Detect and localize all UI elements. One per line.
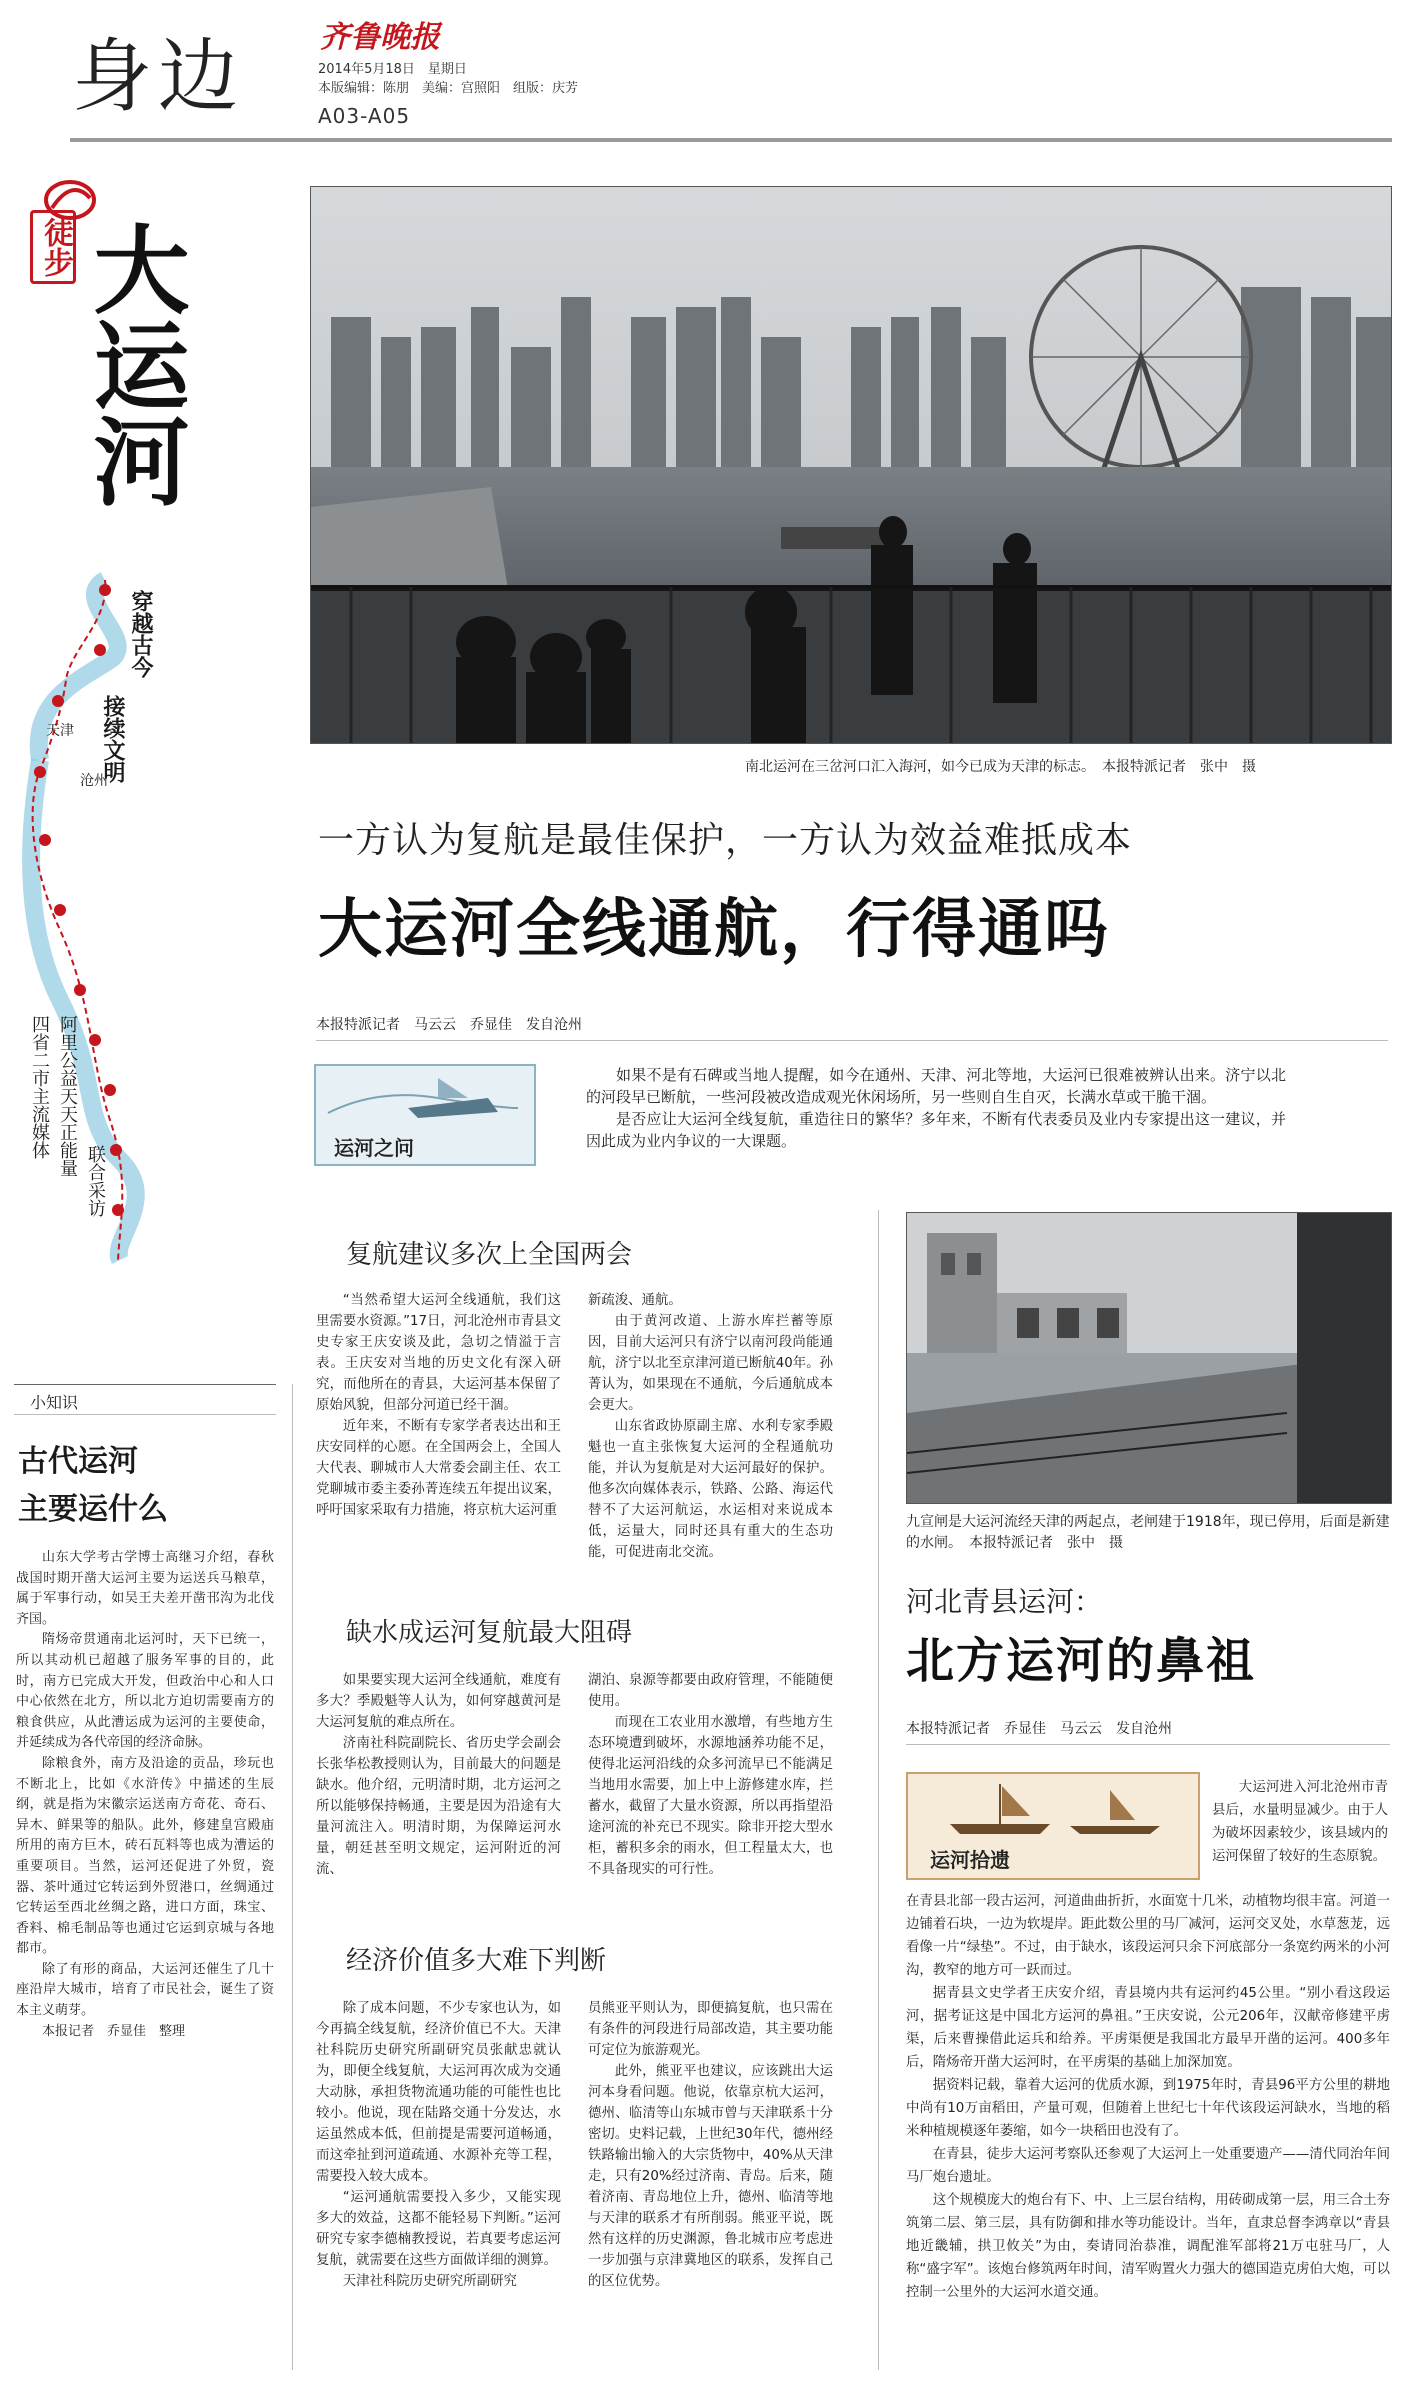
section-heading: 缺水成运河复航最大阻碍 xyxy=(346,1618,633,1648)
section1-col2 xyxy=(588,1290,833,1563)
badge-label: 运河拾遗 xyxy=(930,1848,1010,1872)
section2-col1 xyxy=(316,1670,561,1880)
paragraph: 近年来，不断有专家学者表达出和王庆安同样的心愿。在全国两会上，全国人大代表、聊城市人大常委会副主任、农工党聊城市委主委孙菁连续五年提出议案，呼吁国家采取有力措施，将京杭大运河重 xyxy=(316,1419,561,1518)
main-byline: 本报特派记者 马云云 乔显佳 发自沧州 xyxy=(316,1017,582,1033)
paragraph: 而现在工农业用水激增，有些地方生态环境遭到破坏，水源地涵养功能不足，使得北运河沿线的众多河流早已不能满足当地用水需要，加上中上游修建水库，拦蓄水，截留了大量水资源，所以再指望沿途河流的补充已不现实。除非开挖大型水柜，蓄积多余的雨水，但工程量太大，也不具备现实的可行性。 xyxy=(588,1715,833,1877)
sidebar-body xyxy=(16,1548,274,2042)
main-subtitle: 一方认为复航是最佳保护，一方认为效益难抵成本 xyxy=(318,820,1133,861)
paragraph: “运河通航需要投入多少，又能实现多大的效益，这都不能轻易下判断。”运河研究专家李德楠教授说，若真要考虑运河复航，就需要在这些方面做详细的测算。 xyxy=(316,2190,561,2268)
main-photo-caption: 南北运河在三岔河口汇入海河，如今已成为天津的标志。 本报特派记者 张中 摄 xyxy=(745,759,1256,775)
main-headline: 大运河全线通航，行得通吗 xyxy=(318,892,1110,967)
paragraph: 山东省政协原副主席、水利专家季殿魁也一直主张恢复大运河的全程通航功能，并认为复航是对大运河最好的保护。他多次向媒体表示，铁路、公路、海运代替不了大运河航运，水运相对来说成本低，运量大，同时还具有重大的生态功能，可促进南北交流。 xyxy=(588,1419,833,1560)
series-tagline-1: 穿越古今 xyxy=(128,590,154,678)
junk-boat-illustration-icon xyxy=(910,1776,1196,1842)
main-photo-image xyxy=(311,187,1391,743)
sidebar-credit: 本报记者 乔显佳 整理 xyxy=(42,2023,186,2039)
city-label-cangzhou: 沧州 xyxy=(80,773,108,789)
paragraph: 湖泊、泉源等都要由政府管理，不能随便使用。 xyxy=(588,1673,833,1709)
intro-paragraph: 如果不是有石碑或当地人提醒，如今在通州、天津、河北等地，大运河已很难被辨认出来。济宁以北的河段早已断航，一些河段被改造成观光休闲场所，另一些则自生自灭，长满水草或干脆干涸。 xyxy=(586,1066,1286,1106)
paragraph: 在青县北部一段古运河，河道曲曲折折，水面宽十几米，动植物均很丰富。河道一边铺着石块，一边为软堤岸。距此数公里的马厂减河，运河交叉处，水草葱茏，远看像一片“绿垫”。不过，由于缺水，该段运河只余下河底部分一条宽约两米的小河沟，教窄的地方可一跃而过。 xyxy=(906,1894,1390,1978)
paragraph: 新疏浚、通航。 xyxy=(588,1293,682,1308)
sidebar-divider xyxy=(292,1384,293,2370)
date-line: 2014年5月18日 星期日 xyxy=(318,62,467,77)
side-byline-rule xyxy=(906,1744,1390,1745)
section-heading: 经济价值多大难下判断 xyxy=(346,1946,607,1976)
paragraph: 济南社科院副院长、省历史学会副会长张华松教授则认为，目前最大的问题是缺水。他介绍，元明清时期，北方运河之所以能够保持畅通，主要是因为沿途有大量河流注入。明清时期，为保障运河水量，朝廷甚至明文规定，运河附近的河流、 xyxy=(316,1736,561,1877)
series-tag xyxy=(30,210,76,284)
series-tag-text: 徒步 xyxy=(38,217,73,277)
top-rule xyxy=(70,138,1392,142)
side-intro: 大运河进入河北沧州市青县后，水量明显减少。由于人为破坏因素较少，该县域内的运河保留了较好的生态原貌。 xyxy=(1212,1780,1388,1864)
credit-line-2: 阿里公益天天正能量 xyxy=(57,1015,78,1177)
paragraph: 山东大学考古学博士高继习介绍，春秋战国时期开凿大运河主要为运送兵马粮草，属于军事行动，如吴王夫差开凿邗沟为北伐齐国。 xyxy=(16,1550,274,1627)
side-byline: 本报特派记者 乔显佳 马云云 发自沧州 xyxy=(906,1721,1172,1737)
side-subtitle: 河北青县运河： xyxy=(906,1585,1103,1618)
section3-col1 xyxy=(316,1998,561,2292)
side-body xyxy=(906,1890,1390,2304)
series-title: 大运河 xyxy=(78,220,191,508)
paragraph: 这个规模庞大的炮台有下、中、上三层台结构，用砖砌成第一层，用三合土夯筑第二层、第三层，具有防御和排水等功能设计。当年，直隶总督李鸿章以“青县地近畿辅，拱卫攸关”为由，奏请同治恭准，调配淮军部将21万屯驻马厂，人称“盛字军”。该炮台修筑两年时间，清军购置火力强大的德国造克虏伯大炮，可以控制一公里外的大运河水道交通。 xyxy=(906,2193,1390,2300)
paragraph: 由于黄河改道、上游水库拦蓄等原因，目前大运河只有济宁以南河段尚能通航，济宁以北至京津河道已断航40年。孙菁认为，如果现在不通航，今后通航成本会更大。 xyxy=(588,1314,833,1413)
boat-illustration-icon xyxy=(318,1068,532,1128)
main-intro xyxy=(586,1064,1286,1152)
sidebar-label: 小知识 xyxy=(30,1393,79,1412)
paragraph: 天津社科院历史研究所副研究 xyxy=(342,2274,517,2289)
newspaper-logo: 齐鲁晚报 xyxy=(320,20,440,55)
sidebar-label-rule xyxy=(14,1414,276,1415)
column-divider xyxy=(878,1210,879,2370)
badge-label: 运河之问 xyxy=(334,1136,414,1160)
paragraph: 如果要实现大运河全线通航，难度有多大？季殿魁等人认为，如何穿越黄河是大运河复航的难点所在。 xyxy=(316,1673,561,1730)
paragraph: 除了有形的商品，大运河还催生了几十座沿岸大城市，培育了市民社会，诞生了资本主义萌芽。 xyxy=(16,1961,274,2019)
section-heading: 复航建议多次上全国两会 xyxy=(346,1240,633,1270)
series-tagline-2: 接续文明 xyxy=(100,695,126,783)
sidebar-top-rule xyxy=(14,1384,276,1385)
sidebar-title-1: 古代运河 xyxy=(18,1444,138,1479)
byline-rule xyxy=(316,1040,1388,1041)
city-label-tianjin: 天津 xyxy=(46,723,74,739)
paragraph: 隋炀帝贯通南北运河时，天下已统一，所以其动机已超越了服务军事的目的，此时，南方已完成大开发，但政治中心和人口中心依然在北方，所以北方迫切需要南方的粮食供应，从此漕运成为运河的主要使命，并延续成为各代帝国的经济命脉。 xyxy=(16,1632,274,1751)
paragraph: “当然希望大运河全线通航，我们这里需要水资源。”17日，河北沧州市青县文史专家王庆安谈及此，急切之情溢于言表。王庆安对当地的历史文化有深入研究，而他所在的青县，大运河基本保留了原始风貌，但部分河道已经干涸。 xyxy=(316,1293,561,1413)
credit-line-1: 四省二市主流媒体 xyxy=(29,1015,50,1159)
section1-col1 xyxy=(316,1290,561,1521)
paragraph: 此外，熊亚平也建议，应该跳出大运河本身看问题。他说，依靠京杭大运河，德州、临清等山东城市曾与天津联系十分密切。史料记载，上世纪30年代，德州经铁路输出输入的大宗货物中，40%从天津走，只有20%经过济南、青岛。后来，随着济南、青岛地位上升，德州、临清等地与天津的联系才有所削弱。熊亚平说，既然有这样的历史渊源，鲁北城市应考虑进一步加强与京津冀地区的联系，发挥自己的区位优势。 xyxy=(588,2064,833,2289)
paragraph: 在青县，徒步大运河考察队还参观了大运河上一处重要遗产——清代同治年间马厂炮台遗址。 xyxy=(906,2147,1390,2185)
sluice-photo-image xyxy=(907,1213,1391,1503)
intro-paragraph: 是否应让大运河全线复航，重造往日的繁华？多年来，不断有代表委员及业内专家提出这一建议，并因此成为业内争议的一大课题。 xyxy=(586,1110,1286,1150)
paragraph: 员熊亚平则认为，即便搞复航，也只需在有条件的河段进行局部改造，其主要功能可定位为旅游观光。 xyxy=(588,2001,833,2058)
masthead-meta xyxy=(318,60,578,98)
paragraph: 据资料记载，靠着大运河的优质水源，到1975年时，青县96平方公里的耕地中尚有10万亩稻田，产量可观，但随着上世纪七十年代该段运河缺水，当地的稻米种植规模逐年萎缩，如今一块稻田也没有了。 xyxy=(906,2078,1390,2139)
badge-yunhe-shiyi xyxy=(906,1772,1200,1880)
section3-col2 xyxy=(588,1998,833,2292)
paragraph: 据青县文史学者王庆安介绍，青县境内共有运河约45公里。“别小看这段运河，据考证这是中国北方运河的鼻祖。”王庆安说，公元206年，汉献帝修建平虏渠，后来曹操借此运兵和给养。平虏渠便是我国北方最早开凿的运河。400多年后，隋炀帝开凿大运河时，在平虏渠的基础上加深加宽。 xyxy=(906,1986,1390,2070)
section2-col2 xyxy=(588,1670,833,1880)
main-photo xyxy=(310,186,1392,744)
credit-line-3: 联合采访 xyxy=(85,1145,106,1217)
badge-yunhe-zhiwen xyxy=(314,1064,536,1166)
section-title: 身边 xyxy=(72,30,244,123)
series-banner xyxy=(0,160,191,1280)
sidebar-title-2: 主要运什么 xyxy=(18,1492,168,1527)
paragraph: 除粮食外，南方及沿途的贡品，珍玩也不断北上，比如《水浒传》中描述的生辰纲，就是指为宋徽宗运送南方奇花、奇石、异木、鲜果等的船队。此外，修建皇宫殿庙所用的南方巨木，砖石瓦料等也成为漕运的重要项目。当然，运河还促进了外贸，瓷器、茶叶通过它转运到外贸港口，丝绸通过它转运至西北丝绸之路，进口方面，珠宝、香料、棉毛制品等也通过它运到京城与各地都市。 xyxy=(16,1755,274,1957)
staff-line: 本版编辑：陈朋 美编：宫照阳 组版：庆芳 xyxy=(318,81,579,96)
side-headline: 北方运河的鼻祖 xyxy=(906,1633,1257,1689)
page-range: A03-A05 xyxy=(318,104,411,128)
sluice-photo-caption: 九宣闸是大运河流经天津的两起点，老闸建于1918年，现已停用，后面是新建的水闸。 本报特派记者 张中 摄 xyxy=(906,1514,1390,1551)
sluice-photo xyxy=(906,1212,1392,1504)
paragraph: 除了成本问题，不少专家也认为，如今再搞全线复航，经济价值已不大。天津社科院历史研究所副研究员张献忠就认为，即便全线复航，大运河再次成为交通大动脉，承担货物流通功能的可能性也比较小。他说，现在陆路交通十分发达，水运虽然成本低，但前提是需要河道畅通，而这牵扯到河道疏通、水源补充等工程，需要投入较大成本。 xyxy=(316,2001,561,2184)
